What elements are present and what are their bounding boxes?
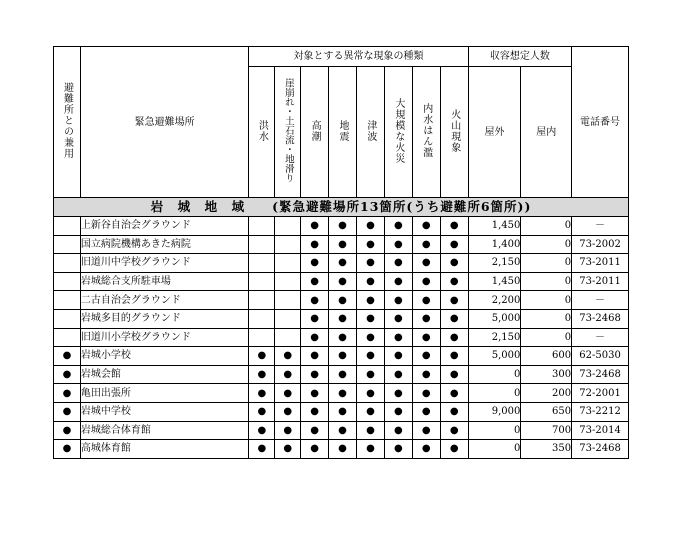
capacity-indoor: 0 xyxy=(521,291,572,310)
header-hazard-0 xyxy=(249,67,275,198)
hazard-mark xyxy=(275,217,301,236)
hazard-mark: ● xyxy=(249,365,275,384)
header-hazard-label: 大規模な火災 xyxy=(392,97,404,164)
header-site-name: 緊急避難場所 xyxy=(80,47,249,198)
table-row xyxy=(54,254,629,273)
site-name: 岩城多目的グラウンド xyxy=(80,309,249,328)
hazard-mark: ● xyxy=(440,328,468,347)
shelter-mark xyxy=(54,291,81,310)
hazard-mark: ● xyxy=(384,235,412,254)
hazard-mark: ● xyxy=(412,254,440,273)
hazard-mark: ● xyxy=(412,272,440,291)
hazard-mark: ● xyxy=(440,402,468,421)
hazard-mark xyxy=(249,272,275,291)
hazard-mark xyxy=(249,235,275,254)
hazard-mark: ● xyxy=(329,291,357,310)
header-hazard-3 xyxy=(329,67,357,198)
shelter-mark xyxy=(54,309,81,328)
table-row xyxy=(54,328,629,347)
phone-number: － xyxy=(572,291,629,310)
capacity-indoor: 0 xyxy=(521,235,572,254)
hazard-mark xyxy=(275,328,301,347)
hazard-mark xyxy=(275,254,301,273)
phone-number: 73-2468 xyxy=(572,365,629,384)
phone-number: 62-5030 xyxy=(572,347,629,366)
hazard-mark: ● xyxy=(440,421,468,440)
hazard-mark: ● xyxy=(249,384,275,403)
shelter-mark: ● xyxy=(54,440,81,459)
phone-number: 73-2468 xyxy=(572,440,629,459)
site-name: 旧道川中学校グラウンド xyxy=(80,254,249,273)
hazard-mark: ● xyxy=(384,309,412,328)
site-name: 二古自治会グラウンド xyxy=(80,291,249,310)
shelter-mark xyxy=(54,235,81,254)
capacity-outdoor: 0 xyxy=(468,421,521,440)
hazard-mark xyxy=(249,291,275,310)
hazard-mark: ● xyxy=(356,328,384,347)
hazard-mark: ● xyxy=(301,421,329,440)
capacity-indoor: 600 xyxy=(521,347,572,366)
phone-number: 73-2014 xyxy=(572,421,629,440)
hazard-mark: ● xyxy=(329,402,357,421)
phone-number: 73-2212 xyxy=(572,402,629,421)
phone-number: － xyxy=(572,328,629,347)
hazard-mark: ● xyxy=(412,440,440,459)
table-row xyxy=(54,402,629,421)
hazard-mark: ● xyxy=(440,235,468,254)
hazard-mark: ● xyxy=(356,440,384,459)
site-name: 高城体育館 xyxy=(80,440,249,459)
hazard-mark: ● xyxy=(384,347,412,366)
hazard-mark: ● xyxy=(301,235,329,254)
site-name: 亀田出張所 xyxy=(80,384,249,403)
phone-number: 73-2011 xyxy=(572,272,629,291)
hazard-mark: ● xyxy=(301,309,329,328)
hazard-mark: ● xyxy=(275,421,301,440)
capacity-indoor: 700 xyxy=(521,421,572,440)
header-hazard-4 xyxy=(356,67,384,198)
shelter-mark xyxy=(54,328,81,347)
capacity-outdoor: 9,000 xyxy=(468,402,521,421)
hazard-mark: ● xyxy=(412,217,440,236)
hazard-mark: ● xyxy=(329,440,357,459)
hazard-mark xyxy=(275,309,301,328)
hazard-mark: ● xyxy=(356,272,384,291)
hazard-mark: ● xyxy=(412,291,440,310)
hazard-mark: ● xyxy=(356,291,384,310)
shelter-mark xyxy=(54,272,81,291)
hazard-mark: ● xyxy=(301,272,329,291)
header-hazard-1 xyxy=(275,67,301,198)
hazard-mark: ● xyxy=(301,254,329,273)
hazard-mark: ● xyxy=(384,291,412,310)
capacity-indoor: 0 xyxy=(521,309,572,328)
table-row xyxy=(54,347,629,366)
table-row xyxy=(54,421,629,440)
hazard-mark xyxy=(249,328,275,347)
capacity-indoor: 300 xyxy=(521,365,572,384)
hazard-mark: ● xyxy=(440,291,468,310)
hazard-mark: ● xyxy=(440,254,468,273)
header-hazard-label: 内水はん濫 xyxy=(420,103,432,158)
hazard-mark: ● xyxy=(412,309,440,328)
hazard-mark: ● xyxy=(412,421,440,440)
capacity-outdoor: 0 xyxy=(468,440,521,459)
capacity-outdoor: 2,150 xyxy=(468,328,521,347)
region-row xyxy=(54,198,629,217)
hazard-mark: ● xyxy=(356,235,384,254)
phone-number: 72-2001 xyxy=(572,384,629,403)
site-name: 岩城小学校 xyxy=(80,347,249,366)
hazard-mark: ● xyxy=(329,217,357,236)
capacity-indoor: 650 xyxy=(521,402,572,421)
shelter-mark: ● xyxy=(54,402,81,421)
header-hazard-label: 火山現象 xyxy=(448,108,460,153)
hazard-mark: ● xyxy=(440,217,468,236)
hazard-mark: ● xyxy=(329,235,357,254)
region-title: 岩 城 地 域 (緊急避難場所13箇所(うち避難所6箇所)) xyxy=(54,198,629,217)
table-row xyxy=(54,291,629,310)
hazard-mark: ● xyxy=(384,272,412,291)
hazard-mark: ● xyxy=(301,384,329,403)
header-hazard-6 xyxy=(412,67,440,198)
hazard-mark: ● xyxy=(440,272,468,291)
capacity-indoor: 350 xyxy=(521,440,572,459)
phone-number: － xyxy=(572,217,629,236)
header-capacity: 収容想定人数 xyxy=(468,47,571,67)
capacity-outdoor: 1,400 xyxy=(468,235,521,254)
hazard-mark xyxy=(249,309,275,328)
hazard-mark xyxy=(249,217,275,236)
hazard-mark: ● xyxy=(329,421,357,440)
hazard-mark: ● xyxy=(329,384,357,403)
table-body xyxy=(54,198,629,459)
hazard-mark: ● xyxy=(384,402,412,421)
hazard-mark: ● xyxy=(384,328,412,347)
header-hazard-label: 地震 xyxy=(337,119,348,142)
header-shelter-label: 避難所との兼用 xyxy=(61,82,73,159)
header-capacity-outdoor: 屋外 xyxy=(468,67,521,198)
table-row xyxy=(54,309,629,328)
hazard-mark: ● xyxy=(384,384,412,403)
shelter-mark: ● xyxy=(54,347,81,366)
hazard-mark: ● xyxy=(356,309,384,328)
hazard-mark: ● xyxy=(440,347,468,366)
hazard-mark: ● xyxy=(440,384,468,403)
capacity-outdoor: 2,150 xyxy=(468,254,521,273)
site-name: 岩城会館 xyxy=(80,365,249,384)
capacity-indoor: 0 xyxy=(521,217,572,236)
hazard-mark: ● xyxy=(301,291,329,310)
table-row xyxy=(54,217,629,236)
capacity-outdoor: 0 xyxy=(468,365,521,384)
header-hazard-2 xyxy=(301,67,329,198)
hazard-mark xyxy=(275,272,301,291)
shelter-mark: ● xyxy=(54,421,81,440)
shelter-mark: ● xyxy=(54,384,81,403)
header-phone: 電話番号 xyxy=(572,47,629,198)
hazard-mark: ● xyxy=(412,328,440,347)
hazard-mark: ● xyxy=(301,440,329,459)
site-name: 岩城総合体育館 xyxy=(80,421,249,440)
hazard-mark: ● xyxy=(329,347,357,366)
hazard-mark: ● xyxy=(275,440,301,459)
header-hazard-types: 対象とする異常な現象の種類 xyxy=(249,47,468,67)
header-hazard-label: 洪水 xyxy=(256,119,268,142)
hazard-mark: ● xyxy=(249,402,275,421)
hazard-mark: ● xyxy=(275,347,301,366)
site-name: 旧道川小学校グラウンド xyxy=(80,328,249,347)
hazard-mark: ● xyxy=(301,217,329,236)
capacity-indoor: 200 xyxy=(521,384,572,403)
hazard-mark: ● xyxy=(301,347,329,366)
hazard-mark: ● xyxy=(412,384,440,403)
hazard-mark: ● xyxy=(249,347,275,366)
phone-number: 73-2011 xyxy=(572,254,629,273)
evacuation-site-table xyxy=(53,46,629,459)
hazard-mark: ● xyxy=(356,365,384,384)
hazard-mark: ● xyxy=(249,421,275,440)
header-capacity-indoor: 屋内 xyxy=(521,67,572,198)
capacity-outdoor: 1,450 xyxy=(468,217,521,236)
hazard-mark: ● xyxy=(412,402,440,421)
site-name: 上新谷自治会グラウンド xyxy=(80,217,249,236)
hazard-mark: ● xyxy=(412,235,440,254)
header-shelter-dual-use xyxy=(54,47,81,198)
hazard-mark: ● xyxy=(412,365,440,384)
site-name: 国立病院機構あきた病院 xyxy=(80,235,249,254)
capacity-outdoor: 1,450 xyxy=(468,272,521,291)
hazard-mark: ● xyxy=(356,254,384,273)
hazard-mark: ● xyxy=(440,309,468,328)
shelter-mark xyxy=(54,217,81,236)
hazard-mark: ● xyxy=(329,272,357,291)
hazard-mark: ● xyxy=(356,421,384,440)
capacity-outdoor: 5,000 xyxy=(468,309,521,328)
hazard-mark: ● xyxy=(384,365,412,384)
site-name: 岩城総合支所駐車場 xyxy=(80,272,249,291)
hazard-mark: ● xyxy=(440,440,468,459)
table-row xyxy=(54,384,629,403)
hazard-mark xyxy=(275,291,301,310)
hazard-mark: ● xyxy=(356,347,384,366)
header-hazard-label: 高潮 xyxy=(309,119,321,142)
hazard-mark: ● xyxy=(249,440,275,459)
hazard-mark: ● xyxy=(275,365,301,384)
hazard-mark: ● xyxy=(275,384,301,403)
header-hazard-7 xyxy=(440,67,468,198)
phone-number: 73-2468 xyxy=(572,309,629,328)
capacity-indoor: 0 xyxy=(521,328,572,347)
table-row xyxy=(54,272,629,291)
hazard-mark: ● xyxy=(356,217,384,236)
hazard-mark: ● xyxy=(329,328,357,347)
phone-number: 73-2002 xyxy=(572,235,629,254)
capacity-outdoor: 2,200 xyxy=(468,291,521,310)
header-hazard-label: 津波 xyxy=(364,119,376,142)
hazard-mark: ● xyxy=(275,402,301,421)
hazard-mark: ● xyxy=(301,328,329,347)
hazard-mark: ● xyxy=(412,347,440,366)
capacity-outdoor: 0 xyxy=(468,384,521,403)
table-row xyxy=(54,235,629,254)
table-row xyxy=(54,365,629,384)
hazard-mark: ● xyxy=(329,254,357,273)
hazard-mark: ● xyxy=(301,365,329,384)
site-name: 岩城中学校 xyxy=(80,402,249,421)
hazard-mark: ● xyxy=(301,402,329,421)
capacity-outdoor: 5,000 xyxy=(468,347,521,366)
hazard-mark: ● xyxy=(329,365,357,384)
hazard-mark: ● xyxy=(384,440,412,459)
capacity-indoor: 0 xyxy=(521,254,572,273)
hazard-mark: ● xyxy=(384,217,412,236)
shelter-mark xyxy=(54,254,81,273)
header-hazard-5 xyxy=(384,67,412,198)
capacity-indoor: 0 xyxy=(521,272,572,291)
hazard-mark: ● xyxy=(356,402,384,421)
table-row xyxy=(54,440,629,459)
hazard-mark: ● xyxy=(384,421,412,440)
hazard-mark xyxy=(275,235,301,254)
header-hazard-label: 崖崩れ・土石流・地滑り xyxy=(282,78,294,183)
hazard-mark: ● xyxy=(384,254,412,273)
hazard-mark: ● xyxy=(440,365,468,384)
hazard-mark: ● xyxy=(329,309,357,328)
shelter-mark: ● xyxy=(54,365,81,384)
hazard-mark: ● xyxy=(356,384,384,403)
hazard-mark xyxy=(249,254,275,273)
